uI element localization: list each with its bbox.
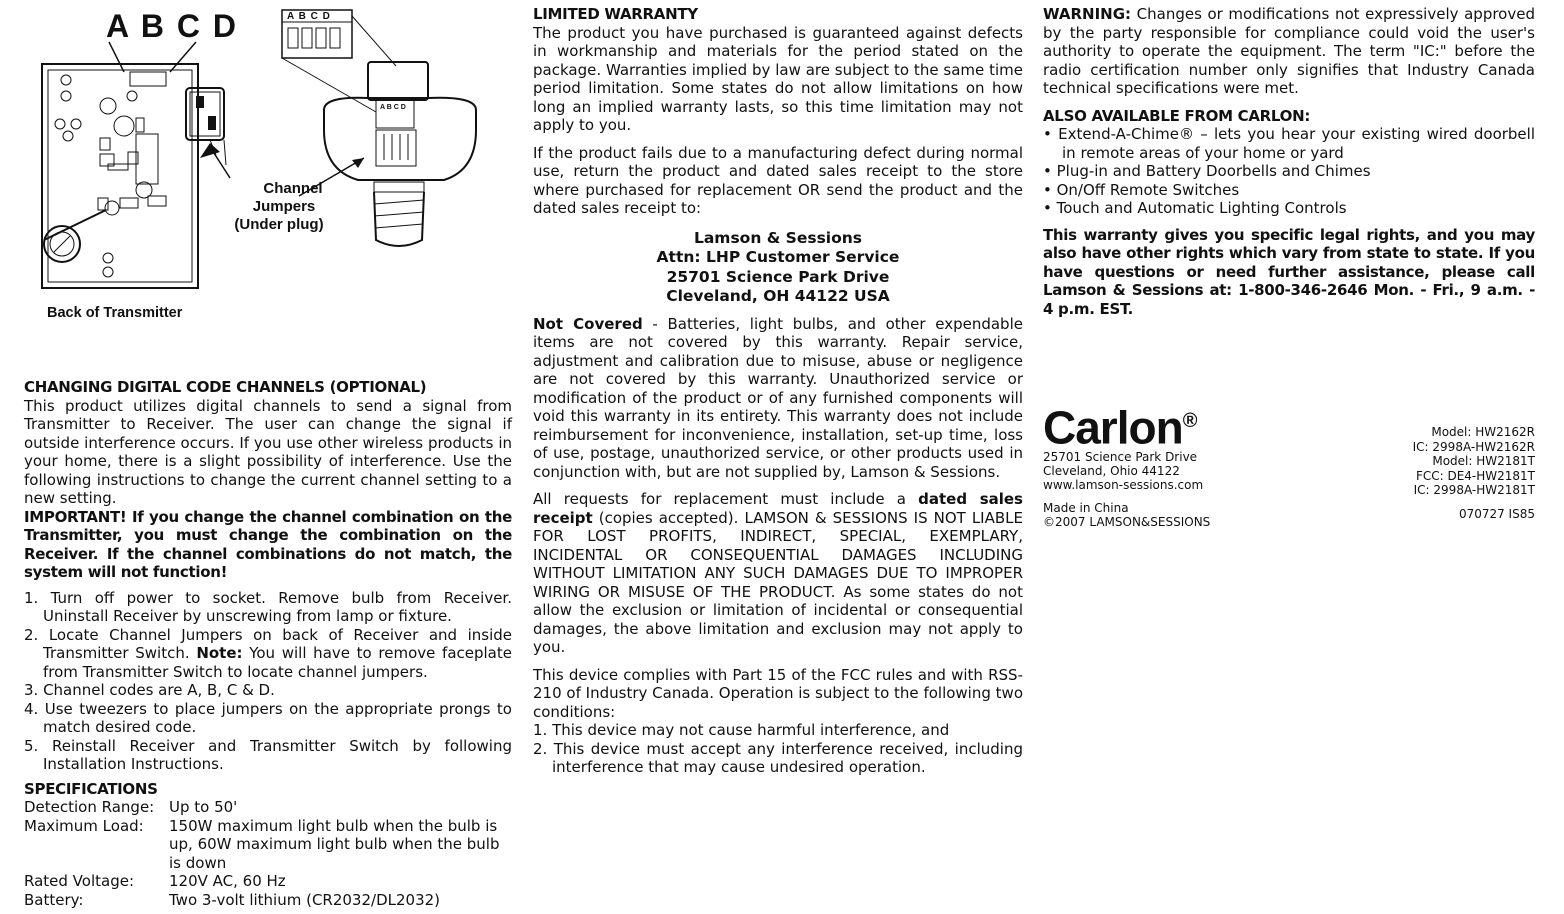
warning-paragraph bbox=[1043, 5, 1535, 98]
not-covered-label: Not Covered bbox=[533, 314, 643, 333]
step-2-note-text: You will have to remove faceplate from Transmitter Switch to locate channel jumpers. bbox=[43, 644, 512, 681]
model-line: Model: HW2162R bbox=[1431, 425, 1535, 439]
warning-label: WARNING: bbox=[1043, 5, 1132, 23]
model-line: FCC: DE4-HW2181T bbox=[1415, 468, 1535, 483]
diagram-letters-small: A B C D bbox=[287, 11, 331, 22]
channels-important: IMPORTANT! If you change the channel combination on the Transmitter, you must change the combination on the Receiver. If the channel combinations do not match, the system will not function! bbox=[24, 507, 512, 581]
step-1: 1. Turn off power to socket. Remove bulb from Receiver. Uninstall Receiver by unscrewing from lamp or fixture. bbox=[24, 588, 512, 625]
not-covered-paragraph bbox=[533, 315, 1023, 482]
brand-website: www.lamson-sessions.com bbox=[1043, 478, 1204, 493]
print-code: 070727 IS85 bbox=[1458, 506, 1535, 521]
callout-line-2: Jumpers bbox=[252, 198, 316, 215]
callout-line-3: (Under plug) bbox=[234, 216, 324, 233]
warning-text: Changes or modifications not expressively approved by the party responsible for compliance could void the user's authority to operate the equipment. The term "IC:" before the radio certification number only signifies that Industry Canada technical specifications were met. bbox=[1043, 5, 1535, 97]
spec-value: 120V AC, 60 Hz bbox=[169, 872, 286, 890]
circuit-diagram-icon bbox=[24, 0, 512, 300]
diagram-letters-bulb: A B C D bbox=[380, 104, 406, 111]
also-item: • On/Off Remote Switches bbox=[1043, 180, 1240, 199]
callout-line-1: Channel bbox=[263, 180, 323, 197]
specs-table bbox=[24, 798, 512, 909]
channels-steps bbox=[24, 589, 512, 774]
condition-2: 2. This device must accept any interference received, including interference that may cause undesired operation. bbox=[533, 739, 1023, 776]
step-3: 3. Channel codes are A, B, C & D. bbox=[24, 681, 275, 699]
step-2 bbox=[24, 626, 512, 682]
brand-address-2: Cleveland, Ohio 44122 bbox=[1043, 464, 1180, 479]
specs-heading: SPECIFICATIONS bbox=[24, 779, 158, 798]
channels-section bbox=[24, 378, 512, 909]
channels-heading: CHANGING DIGITAL CODE CHANNELS (OPTIONAL) bbox=[24, 378, 427, 396]
spec-label: Battery: bbox=[24, 890, 84, 909]
legal-rights-paragraph: This warranty gives you specific legal rights, and you may also have other rights which vary from state to state. If you have questions or need further assistance, please call Lamson & Sessions at: 1-800-346-2646 Mon. - Fri., 9 a.m. - 4 p.m. EST. bbox=[1043, 225, 1535, 318]
spec-label: Detection Range: bbox=[24, 798, 155, 816]
fcc-conditions bbox=[533, 721, 1023, 777]
warranty-heading: LIMITED WARRANTY bbox=[533, 5, 698, 23]
address-line: Cleveland, OH 44122 USA bbox=[666, 287, 890, 305]
channel-jumpers-callout bbox=[224, 180, 334, 234]
column-right bbox=[1043, 5, 1535, 905]
diagram-caption: Back of Transmitter bbox=[47, 305, 183, 321]
model-line: IC: 2998A-HW2162R bbox=[1412, 439, 1535, 454]
requests-text-a: All requests for replacement must include a bbox=[533, 490, 906, 508]
requests-paragraph bbox=[533, 490, 1023, 657]
also-available-heading: ALSO AVAILABLE FROM CARLON: bbox=[1043, 106, 1311, 125]
brand-block bbox=[1043, 398, 1210, 529]
warranty-paragraph-2: If the product fails due to a manufacturing defect during normal use, return the product and dated sales receipt to the store where purchased for replacement OR send the product and the dated sales receipt to: bbox=[533, 143, 1023, 217]
carlon-logo bbox=[1043, 398, 1210, 454]
requests-text-b: (copies accepted). LAMSON & SESSIONS IS NOT LIABLE FOR LOST PROFITS, INDIRECT, SPECIAL, EXEMPLARY, INCIDENTAL OR CONSEQUENTIAL DAMAGES INCLUDING WITHOUT LIMITATION ANY SUCH DAMAGES DUE TO IMPROPER WIRING OR MISUSE OF THE PRODUCT. As some states do not allow the exclusion or limitation of incidental or consequential damages, the above limitation and exclusion may not apply to you. bbox=[533, 508, 1023, 656]
not-covered-text: - Batteries, light bulbs, and other expendable items are not covered by this warranty. Repair service, adjustment and calibration due to misuse, abuse or negligence are not covered by this warranty. Unauthorized service or modification of the product or of any furnished components will void this warranty in its entirety. This warranty does not include reimbursement for inconvenience, installation, set-up time, loss of use, postage, unauthorized service, or other products used in conjunction with, but are not supplied by, Lamson & Sessions. bbox=[533, 314, 1023, 481]
made-in: Made in China bbox=[1043, 501, 1129, 516]
also-item: • Plug-in and Battery Doorbells and Chimes bbox=[1043, 162, 1371, 180]
logo-text: Carlon bbox=[1043, 401, 1183, 454]
step-2-text: 2. Locate Channel Jumpers on back of Receiver and inside Transmitter Switch. bbox=[24, 625, 512, 662]
transmitter-receiver-diagram bbox=[24, 0, 512, 330]
address-line: Lamson & Sessions bbox=[693, 228, 863, 247]
spec-value: Two 3-volt lithium (CR2032/DL2032) bbox=[169, 890, 441, 909]
also-item: • Extend-A-Chime® – lets you hear your existing wired doorbell in remote areas of your home or yard bbox=[1043, 125, 1535, 162]
also-item: • Touch and Automatic Lighting Controls bbox=[1043, 199, 1347, 217]
spec-label: Maximum Load: bbox=[24, 816, 144, 835]
model-numbers bbox=[1413, 425, 1535, 521]
diagram-letters-large: A B C D bbox=[106, 8, 238, 44]
spec-value: 150W maximum light bulb when the bulb is up, 60W maximum light bulb when the bulb is down bbox=[169, 816, 500, 872]
copyright: ©2007 LAMSON&SESSIONS bbox=[1043, 515, 1211, 530]
condition-1: 1. This device may not cause harmful interference, and bbox=[533, 721, 950, 739]
requests-bold: dated sales receipt bbox=[533, 490, 1023, 527]
also-available-list bbox=[1043, 125, 1535, 218]
brand-address-1: 25701 Science Park Drive bbox=[1043, 450, 1198, 465]
logo-registered-mark: ® bbox=[1182, 410, 1197, 432]
channels-intro: This product utilizes digital channels to send a signal from Transmitter to Receiver. The user can change the signal if outside interference occurs. If you use other wireless products in your home, there is a slight possibility of interference. Use the following instructions to change the current channel setting to a new setting. bbox=[24, 396, 512, 507]
address-line: Attn: LHP Customer Service bbox=[656, 248, 900, 266]
warranty-address bbox=[533, 229, 1023, 307]
fcc-paragraph: This device complies with Part 15 of the FCC rules and with RSS-210 of Industry Canada. Operation is subject to the following two conditions: bbox=[533, 665, 1023, 721]
step-5: 5. Reinstall Receiver and Transmitter Switch by following Installation Instructions. bbox=[24, 736, 512, 773]
warranty-paragraph-1: The product you have purchased is guaranteed against defects in workmanship and materials for the period stated on the package. Warranties implied by law are subject to the same time period limitation. Some states do not allow limitations on how long an implied warranty lasts, so this time limitation may not apply to you. bbox=[533, 23, 1023, 134]
model-line: IC: 2998A-HW2181T bbox=[1413, 483, 1535, 497]
spec-value: Up to 50' bbox=[169, 798, 238, 816]
address-line: 25701 Science Park Drive bbox=[666, 267, 890, 286]
spec-label: Rated Voltage: bbox=[24, 872, 135, 890]
column-middle bbox=[533, 5, 1023, 777]
model-line: Model: HW2181T bbox=[1432, 454, 1535, 468]
step-2-note-label: Note: bbox=[196, 644, 243, 662]
step-4: 4. Use tweezers to place jumpers on the appropriate prongs to match desired code. bbox=[24, 699, 512, 736]
